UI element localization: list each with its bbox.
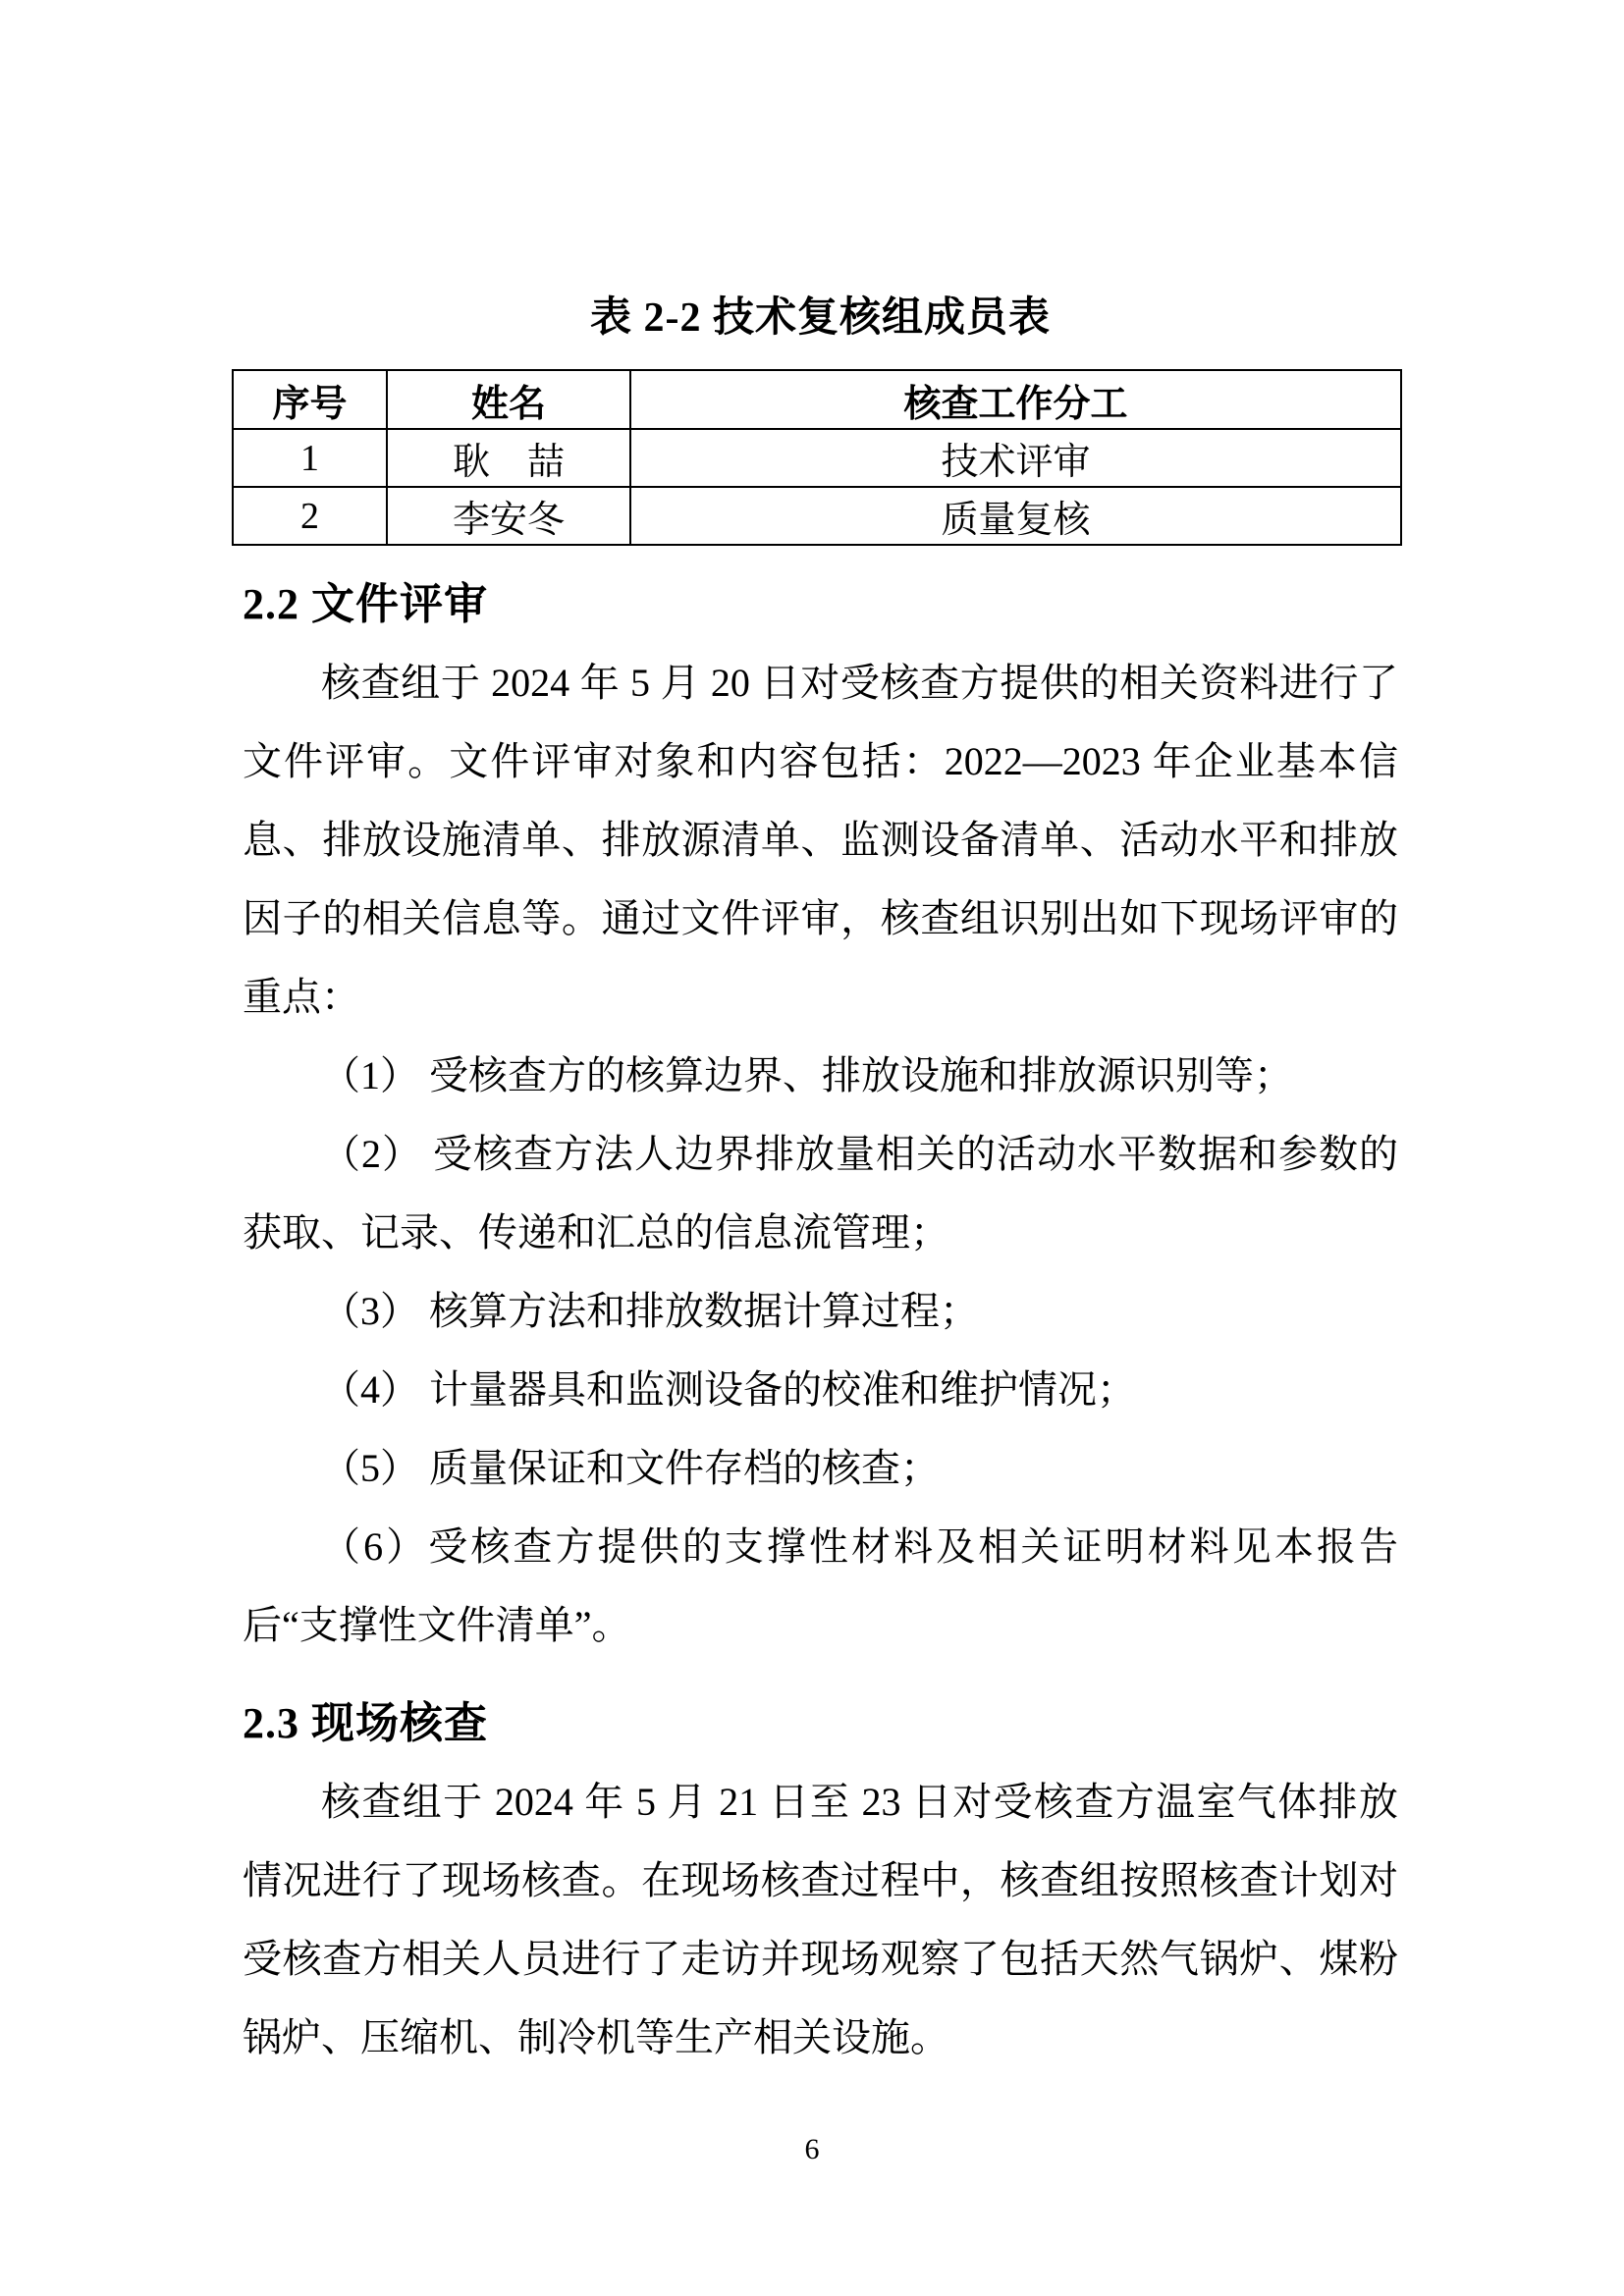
table-cell-duty: 技术评审 [630, 429, 1401, 487]
section-heading-2-3: 2.3 现场核查 [243, 1699, 488, 1747]
table-header-duty: 核查工作分工 [630, 370, 1401, 429]
paragraph: 核查组于 2024 年 5 月 20 日对受核查方提供的相关资料进行了文件评审。文件评审对象和内容包括：2022—2023 年企业基本信息、排放设施清单、排放源清单、监测设备清单、活动水平和排放因子的相关信息等。通过文件评审，核查组识别出如下现场评审的重点： [243, 661, 1398, 1019]
section-heading-2-2: 2.2 文件评审 [243, 580, 488, 628]
list-item-1: （1） 受核查方的核算边界、排放设施和排放源识别等； [321, 1053, 1293, 1097]
paragraph: 核查组于 2024 年 5 月 21 日至 23 日对受核查方温室气体排放情况进行了现场核查。在现场核查过程中，核查组按照核查计划对受核查方相关人员进行了走访并现场观察了包括天然气锅炉、煤粉锅炉、压缩机、制冷机等生产相关设施。 [243, 1780, 1398, 2059]
list-item-3: （3） 核算方法和排放数据计算过程； [321, 1289, 979, 1333]
members-table [232, 369, 1402, 546]
page-content [243, 294, 1398, 2077]
list-item-6: （6）受核查方提供的支撑性材料及相关证明材料见本报告后“支撑性文件清单”。 [243, 1524, 1398, 1647]
table-caption: 表 2-2 技术复核组成员表 [590, 295, 1051, 341]
table-cell-duty: 质量复核 [630, 487, 1401, 545]
table-cell-index: 1 [233, 429, 387, 487]
list-item-5: （5） 质量保证和文件存档的核查； [321, 1446, 940, 1490]
list-item-4: （4） 计量器具和监测设备的校准和维护情况； [321, 1367, 1136, 1412]
table-cell-name: 耿 喆 [387, 429, 630, 487]
table-cell-name: 李安冬 [387, 487, 630, 545]
table-header-row [233, 370, 1401, 429]
table-row [233, 487, 1401, 545]
list-item-2: （2） 受核查方法人边界排放量相关的活动水平数据和参数的获取、记录、传递和汇总的信息流管理； [243, 1132, 1398, 1255]
table-header-index: 序号 [233, 370, 387, 429]
page-number: 6 [804, 2133, 820, 2165]
table-header-name: 姓名 [387, 370, 630, 429]
table-row [233, 429, 1401, 487]
table-cell-index: 2 [233, 487, 387, 545]
